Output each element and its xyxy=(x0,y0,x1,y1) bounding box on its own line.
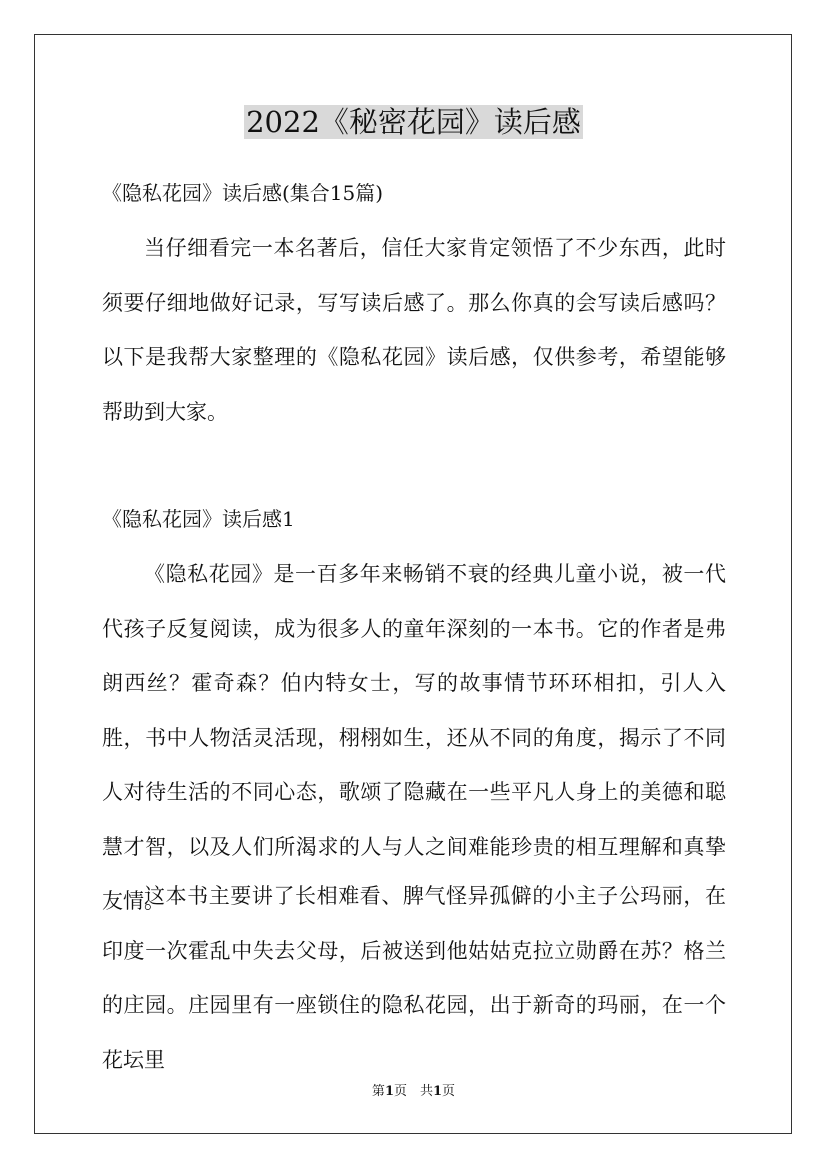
section-heading: 《隐私花园》读后感1 xyxy=(102,507,295,531)
footer-prefix: 第 xyxy=(371,1084,385,1099)
intro-paragraph: 当仔细看完一本名著后，信任大家肯定领悟了不少东西，此时须要仔细地做好记录，写写读后感了。那么你真的会写读后感吗？以下是我帮大家整理的《隐私花园》读后感，仅供参考，希望能够帮助到大家。 xyxy=(102,236,726,424)
document-subtitle: 《隐私花园》读后感(集合15篇) xyxy=(102,181,384,205)
footer-page-current: 1 xyxy=(384,1084,394,1099)
document-title-wrap xyxy=(0,100,827,144)
footer-mid: 页 共 xyxy=(393,1084,433,1099)
footer-suffix: 页 xyxy=(442,1084,456,1099)
page-footer xyxy=(0,1084,827,1100)
document-title: 2022《秘密花园》读后感 xyxy=(246,105,581,139)
footer-page-total: 1 xyxy=(433,1084,443,1099)
body-paragraph-2: 这本书主要讲了长相难看、脾气怪异孤僻的小主子公玛丽，在印度一次霍乱中失去父母，后被送到他姑姑克拉立勋爵在苏？格兰的庄园。庄园里有一座锁住的隐私花园，出于新奇的玛丽，在一个花坛里 xyxy=(102,884,726,1072)
body-paragraph-1: 《隐私花园》是一百多年来畅销不衰的经典儿童小说，被一代代孩子反复阅读，成为很多人的童年深刻的一本书。它的作者是弗朗西丝？霍奇森？伯内特女士，写的故事情节环环相扣，引人入胜，书中人物活灵活现，栩栩如生，还从不同的角度，揭示了不同人对待生活的不同心态，歌颂了隐藏在一些平凡人身上的美德和聪慧才智，以及人们所渴求的人与人之间难能珍贵的相互理解和真挚友情。 xyxy=(102,562,726,913)
